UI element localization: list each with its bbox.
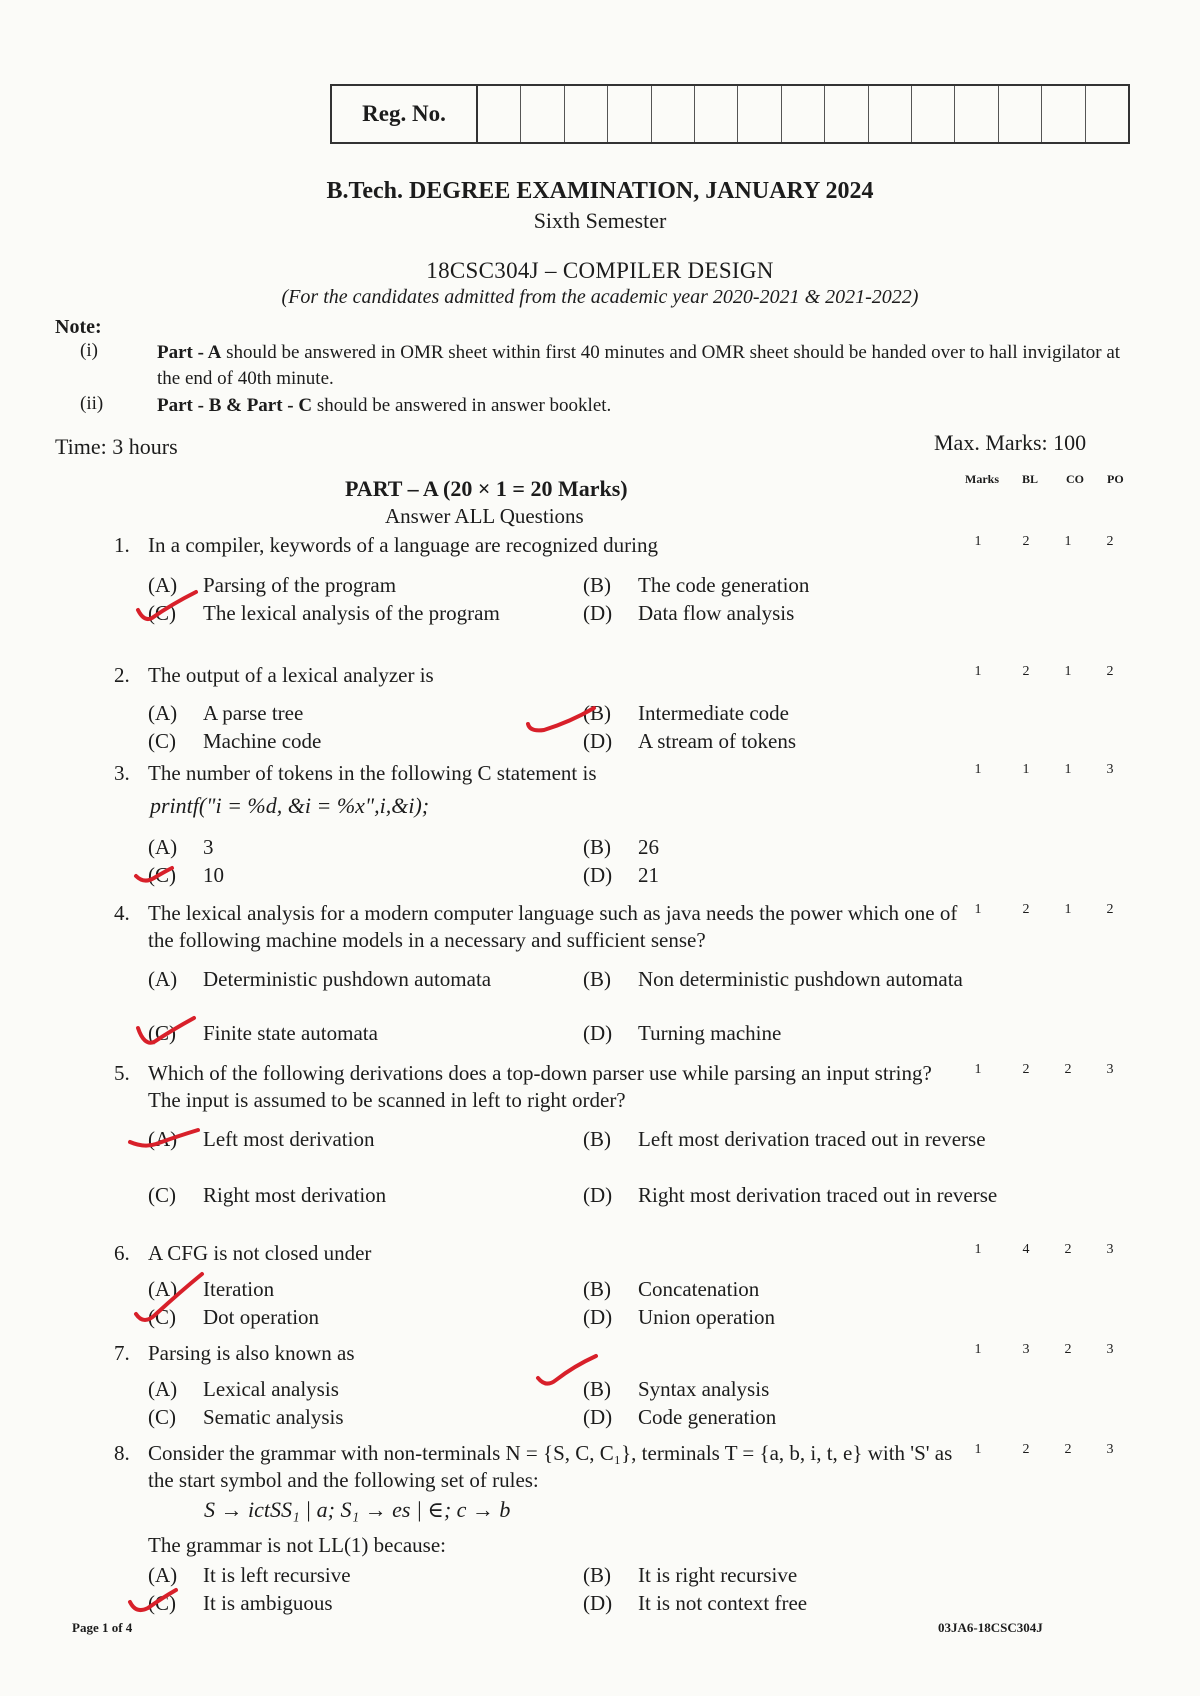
reg-no-cell [521,86,564,142]
reg-no-cell [1086,86,1128,142]
option-text: 3 [203,835,214,859]
option-text: Code generation [638,1405,777,1429]
question-marks: 1 [974,1242,982,1257]
option-label: (B) [583,967,611,991]
option-text: It is right recursive [638,1563,798,1587]
admission-note: (For the candidates admitted from the academic year 2020-2021 & 2021-2022) [281,286,919,308]
question-marks: 1 [974,534,982,549]
question-co: 1 [1064,762,1072,777]
option-text: Syntax analysis [638,1377,770,1401]
reg-no-cell [999,86,1042,142]
question-po: 2 [1106,534,1114,549]
question-number: 6. [114,1241,130,1265]
exam-time: Time: 3 hours [55,434,178,459]
option-label: (D) [583,601,613,625]
option-label: (D) [583,1405,613,1429]
option-label: (C) [148,1183,176,1207]
course-title: 18CSC304J – COMPILER DESIGN [426,258,774,283]
question-text: In a compiler, keywords of a language are recognized during [148,533,658,557]
part-instruction: Answer ALL Questions [385,504,584,528]
reg-no-box [330,84,1130,144]
reg-no-cell [652,86,695,142]
formula: printf("i = %d, &i = %x",i,&i); [150,793,430,818]
question-text: A CFG is not closed under [148,1241,372,1265]
question-po: 3 [1106,1242,1114,1257]
question-text: The number of tokens in the following C statement is [148,761,597,785]
note-text [157,340,1129,392]
check-mark-icon [132,588,202,628]
option-label: (D) [583,1021,613,1045]
check-mark-icon [132,858,192,894]
option-label: (A) [148,1377,178,1401]
formula: S → ictSS₁ | a; S₁ → es | ∈; c → b [204,1497,511,1522]
option-text: Machine code [203,729,322,753]
col-po: PO [1107,472,1124,486]
check-mark-icon [126,1584,186,1620]
note-bold: Part - A [157,342,222,363]
question-co: 1 [1064,902,1072,917]
option-label: (B) [583,1377,611,1401]
reg-no-cell [565,86,608,142]
reg-no-label: Reg. No. [332,86,478,142]
note-body: should be answered in answer booklet. [312,395,612,416]
option-text: The code generation [638,573,810,597]
option-text: Left most derivation [203,1127,375,1151]
question-number: 5. [114,1061,130,1085]
question-po: 3 [1106,1062,1114,1077]
question-po: 3 [1106,1342,1114,1357]
question-co: 2 [1064,1342,1072,1357]
question-bl: 2 [1022,1442,1030,1457]
check-mark-icon [534,1350,604,1394]
option-text: Parsing of the program [203,573,397,597]
note-body: should be answered in OMR sheet within first 40 minutes and OMR sheet should be handed over to hall invigilator at the end of 40th minute. [157,342,1121,389]
question-text: Which of the following derivations does a top-down parser use while parsing an input string? The input is assumed to be scanned in left to right order? [148,1061,932,1112]
option-text: Data flow analysis [638,601,795,625]
reg-no-cell [738,86,781,142]
question-number: 2. [114,663,130,687]
option-label: (B) [583,1563,611,1587]
paper-code: 03JA6-18CSC304J [938,1620,1043,1635]
question-number: 1. [114,533,130,557]
question-text: The output of a lexical analyzer is [148,663,434,687]
option-label: (B) [583,1127,611,1151]
option-text: Finite state automata [203,1021,378,1045]
option-label: (B) [583,701,611,725]
col-bl: BL [1022,472,1039,486]
option-text: Right most derivation [203,1183,387,1207]
option-label: (C) [148,601,176,625]
option-text: It is not context free [638,1591,808,1615]
question-number: 7. [114,1341,130,1365]
option-text: Right most derivation traced out in reverse [638,1183,998,1207]
question-co: 2 [1064,1062,1072,1077]
question-text: Consider the grammar with non-terminals N = {S, C, C₁}, terminals T = {a, b, i, t, e} with 'S' as the start symbol and the following set of rules: [148,1441,953,1492]
reg-no-cell [869,86,912,142]
question-co: 2 [1064,1442,1072,1457]
option-text: Intermediate code [638,701,789,725]
option-label: (C) [148,1305,176,1329]
question-number: 3. [114,761,130,785]
option-label: (D) [583,729,613,753]
option-text: 21 [638,863,659,887]
question-subtext: The grammar is not LL(1) because: [148,1533,446,1557]
option-text: Deterministic pushdown automata [203,967,492,991]
option-text: Concatenation [638,1277,760,1301]
note-heading: Note: [55,316,102,338]
option-text: 10 [203,863,224,887]
option-text: Sematic analysis [203,1405,344,1429]
check-mark-icon [522,702,602,742]
page-number: Page 1 of 4 [72,1620,133,1635]
question-number: 8. [114,1441,130,1465]
option-label: (A) [148,1563,178,1587]
question-marks: 1 [974,1062,982,1077]
question-bl: 4 [1022,1242,1030,1257]
question-marks: 1 [974,762,982,777]
reg-no-cell [695,86,738,142]
option-text: A stream of tokens [638,729,797,753]
question-bl: 2 [1022,902,1030,917]
check-mark-icon [130,1270,210,1326]
option-label: (D) [583,863,613,887]
question-co: 1 [1064,534,1072,549]
col-co: CO [1066,472,1084,486]
option-label: (C) [148,729,176,753]
option-text: Lexical analysis [203,1377,339,1401]
option-label: (B) [583,1277,611,1301]
reg-no-cell [955,86,998,142]
option-label: (A) [148,573,178,597]
note-number: (i) [80,340,98,361]
reg-no-cell [912,86,955,142]
semester: Sixth Semester [533,208,667,233]
max-marks: Max. Marks: 100 [934,430,1087,455]
option-label: (D) [583,1183,613,1207]
option-label: (A) [148,701,178,725]
question-po: 2 [1106,902,1114,917]
option-text: A parse tree [203,701,304,725]
question-bl: 3 [1022,1342,1030,1357]
option-text: Left most derivation traced out in reverse [638,1127,986,1151]
option-label: (C) [148,863,176,887]
question-text: The lexical analysis for a modern computer language such as java needs the power which one of the following machine models in a necessary and sufficient sense? [148,901,958,952]
question-marks: 1 [974,1442,982,1457]
option-label: (B) [583,573,611,597]
option-text: The lexical analysis of the program [203,601,500,625]
option-text: Union operation [638,1305,776,1329]
question-po: 2 [1106,664,1114,679]
option-label: (A) [148,1277,178,1301]
check-mark-icon [126,1122,206,1158]
check-mark-icon [132,1012,202,1052]
question-bl: 2 [1022,1062,1030,1077]
note-number: (ii) [80,393,104,414]
option-label: (A) [148,835,178,859]
question-po: 3 [1106,1442,1114,1457]
note-bold: Part - B & Part - C [157,395,313,416]
reg-no-cell [1042,86,1085,142]
reg-no-cell [825,86,868,142]
question-po: 3 [1106,762,1114,777]
question-marks: 1 [974,902,982,917]
question-bl: 1 [1022,762,1030,777]
question-marks: 1 [974,664,982,679]
reg-no-cell [478,86,521,142]
option-text: Turning machine [638,1021,782,1045]
question-text: Parsing is also known as [148,1341,355,1365]
option-label: (D) [583,1305,613,1329]
option-label: (B) [583,835,611,859]
option-label: (C) [148,1591,176,1615]
option-text: 26 [638,835,659,859]
note-text [157,393,1129,419]
part-title: PART – A (20 × 1 = 20 Marks) [345,476,628,501]
reg-no-cell [608,86,651,142]
question-co: 2 [1064,1242,1072,1257]
option-text: It is left recursive [203,1563,351,1587]
option-text: Dot operation [203,1305,320,1329]
question-bl: 2 [1022,664,1030,679]
question-bl: 2 [1022,534,1030,549]
option-label: (D) [583,1591,613,1615]
option-text: Iteration [203,1277,275,1301]
option-label: (A) [148,967,178,991]
option-label: (C) [148,1021,176,1045]
option-label: (A) [148,1127,178,1151]
option-text: Non deterministic pushdown automata [638,967,963,991]
option-text: It is ambiguous [203,1591,333,1615]
col-marks: Marks [965,472,999,486]
question-number: 4. [114,901,130,925]
question-marks: 1 [974,1342,982,1357]
option-label: (C) [148,1405,176,1429]
question-co: 1 [1064,664,1072,679]
reg-no-cell [782,86,825,142]
exam-title: B.Tech. DEGREE EXAMINATION, JANUARY 2024 [326,178,874,204]
